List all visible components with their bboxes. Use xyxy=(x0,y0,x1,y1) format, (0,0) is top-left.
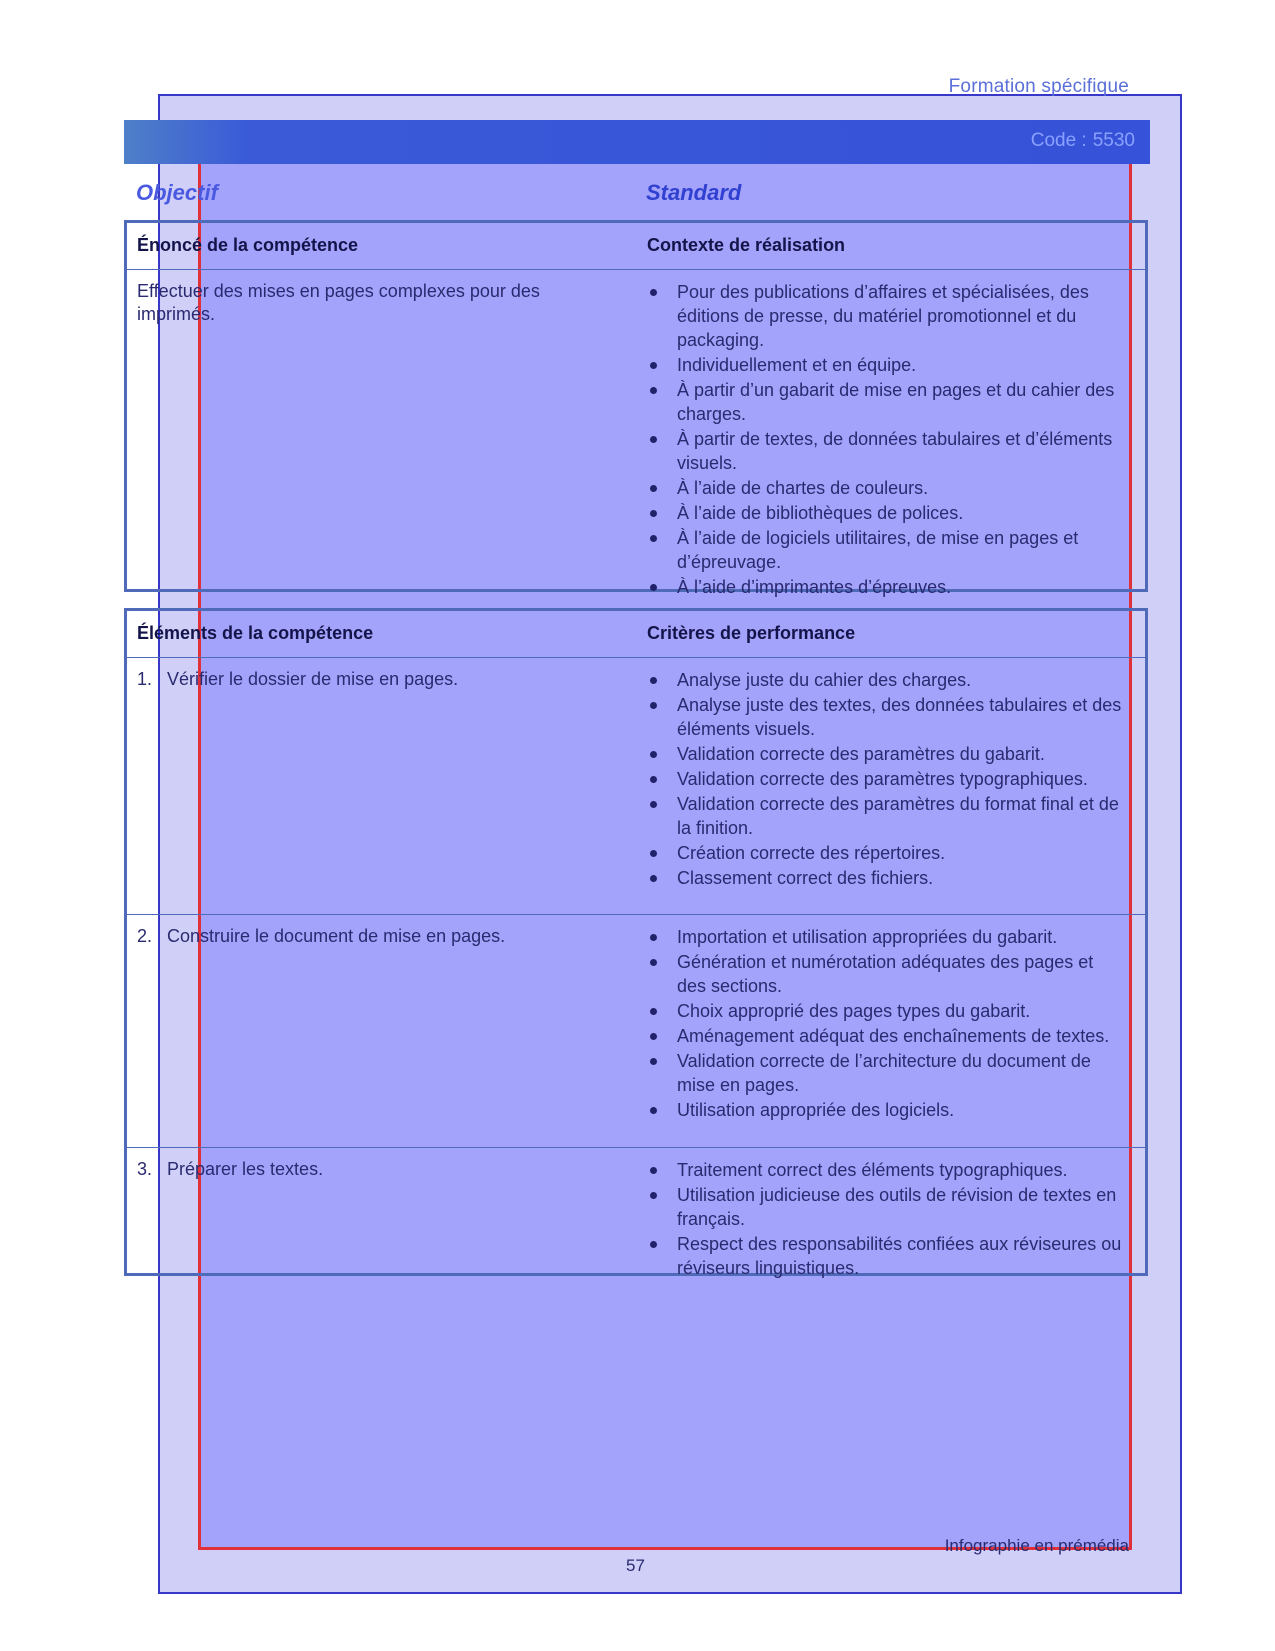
criterion-item: Validation correcte des paramètres du gabarit. xyxy=(647,742,1127,766)
code-label: Code : xyxy=(1030,130,1087,151)
context-item: Pour des publications d’affaires et spécialisées, des éditions de presse, du matériel promotionnel et du packaging. xyxy=(647,280,1127,352)
element-label xyxy=(137,668,617,691)
criterion-item: Création correcte des répertoires. xyxy=(647,841,1127,865)
code-value: 5530 xyxy=(1092,130,1135,151)
elements-table-header xyxy=(127,611,1145,658)
criterion-item: Choix approprié des pages types du gabarit. xyxy=(647,999,1127,1023)
competence-row xyxy=(127,270,1145,597)
context-item: À l’aide d’imprimantes d’épreuves. xyxy=(647,575,1127,599)
context-item: À l’aide de bibliothèques de polices. xyxy=(647,501,1127,525)
criteria-list xyxy=(647,668,1127,891)
criterion-item: Aménagement adéquat des enchaînements de textes. xyxy=(647,1024,1127,1048)
element-number: 2. xyxy=(137,926,153,946)
criterion-item: Validation correcte de l’architecture du document de mise en pages. xyxy=(647,1049,1127,1097)
criterion-item: Analyse juste du cahier des charges. xyxy=(647,668,1127,692)
criterion-item: Respect des responsabilités confiées aux réviseures ou réviseurs linguistiques. xyxy=(647,1232,1127,1280)
element-label xyxy=(137,1158,617,1181)
page-number: 57 xyxy=(626,1556,645,1575)
elements-heading: Éléments de la compétence xyxy=(137,623,374,643)
element-text: Vérifier le dossier de mise en pages. xyxy=(167,669,459,689)
criterion-item: Importation et utilisation appropriées du gabarit. xyxy=(647,925,1127,949)
header-band xyxy=(124,120,1150,164)
element-text: Construire le document de mise en pages. xyxy=(167,926,506,946)
standard-label: Standard xyxy=(646,180,742,205)
context-item: À partir d’un gabarit de mise en pages et du cahier des charges. xyxy=(647,378,1127,426)
elements-table xyxy=(124,608,1148,1276)
criterion-item: Génération et numérotation adéquates des pages et des sections. xyxy=(647,950,1127,998)
element-row xyxy=(127,915,1145,1148)
criteria-heading: Critères de performance xyxy=(647,623,856,643)
context-item: Individuellement et en équipe. xyxy=(647,353,1127,377)
element-row xyxy=(127,1148,1145,1276)
competence-table xyxy=(124,220,1148,597)
context-item: À l’aide de logiciels utilitaires, de mise en pages et d’épreuvage. xyxy=(647,526,1127,574)
criterion-item: Validation correcte des paramètres du format final et de la finition. xyxy=(647,792,1127,840)
objective-label: Objectif xyxy=(136,180,218,205)
competence-statement-heading: Énoncé de la compétence xyxy=(137,235,359,255)
element-label xyxy=(137,925,617,948)
criteria-list xyxy=(647,1158,1127,1281)
element-number: 1. xyxy=(137,669,153,689)
element-number: 3. xyxy=(137,1159,153,1179)
program-title: Formation spécifique xyxy=(948,76,1129,97)
context-list xyxy=(647,280,1127,600)
criterion-item: Utilisation judicieuse des outils de révision de textes en français. xyxy=(647,1183,1127,1231)
element-row xyxy=(127,658,1145,915)
code-line xyxy=(1025,130,1135,152)
criterion-item: Utilisation appropriée des logiciels. xyxy=(647,1098,1127,1122)
context-heading: Contexte de réalisation xyxy=(647,235,846,255)
competence-statement: Effectuer des mises en pages complexes pour des imprimés. xyxy=(137,281,540,324)
criterion-item: Analyse juste des textes, des données tabulaires et des éléments visuels. xyxy=(647,693,1127,741)
criterion-item: Validation correcte des paramètres typographiques. xyxy=(647,767,1127,791)
competence-table-header xyxy=(127,223,1145,270)
element-text: Préparer les textes. xyxy=(167,1159,324,1179)
criterion-item: Classement correct des fichiers. xyxy=(647,866,1127,890)
context-item: À l’aide de chartes de couleurs. xyxy=(647,476,1127,500)
criterion-item: Traitement correct des éléments typographiques. xyxy=(647,1158,1127,1182)
context-item: À partir de textes, de données tabulaires et d’éléments visuels. xyxy=(647,427,1127,475)
criteria-list xyxy=(647,925,1127,1123)
footer-program-name: Infographie en prémédia xyxy=(944,1536,1129,1555)
